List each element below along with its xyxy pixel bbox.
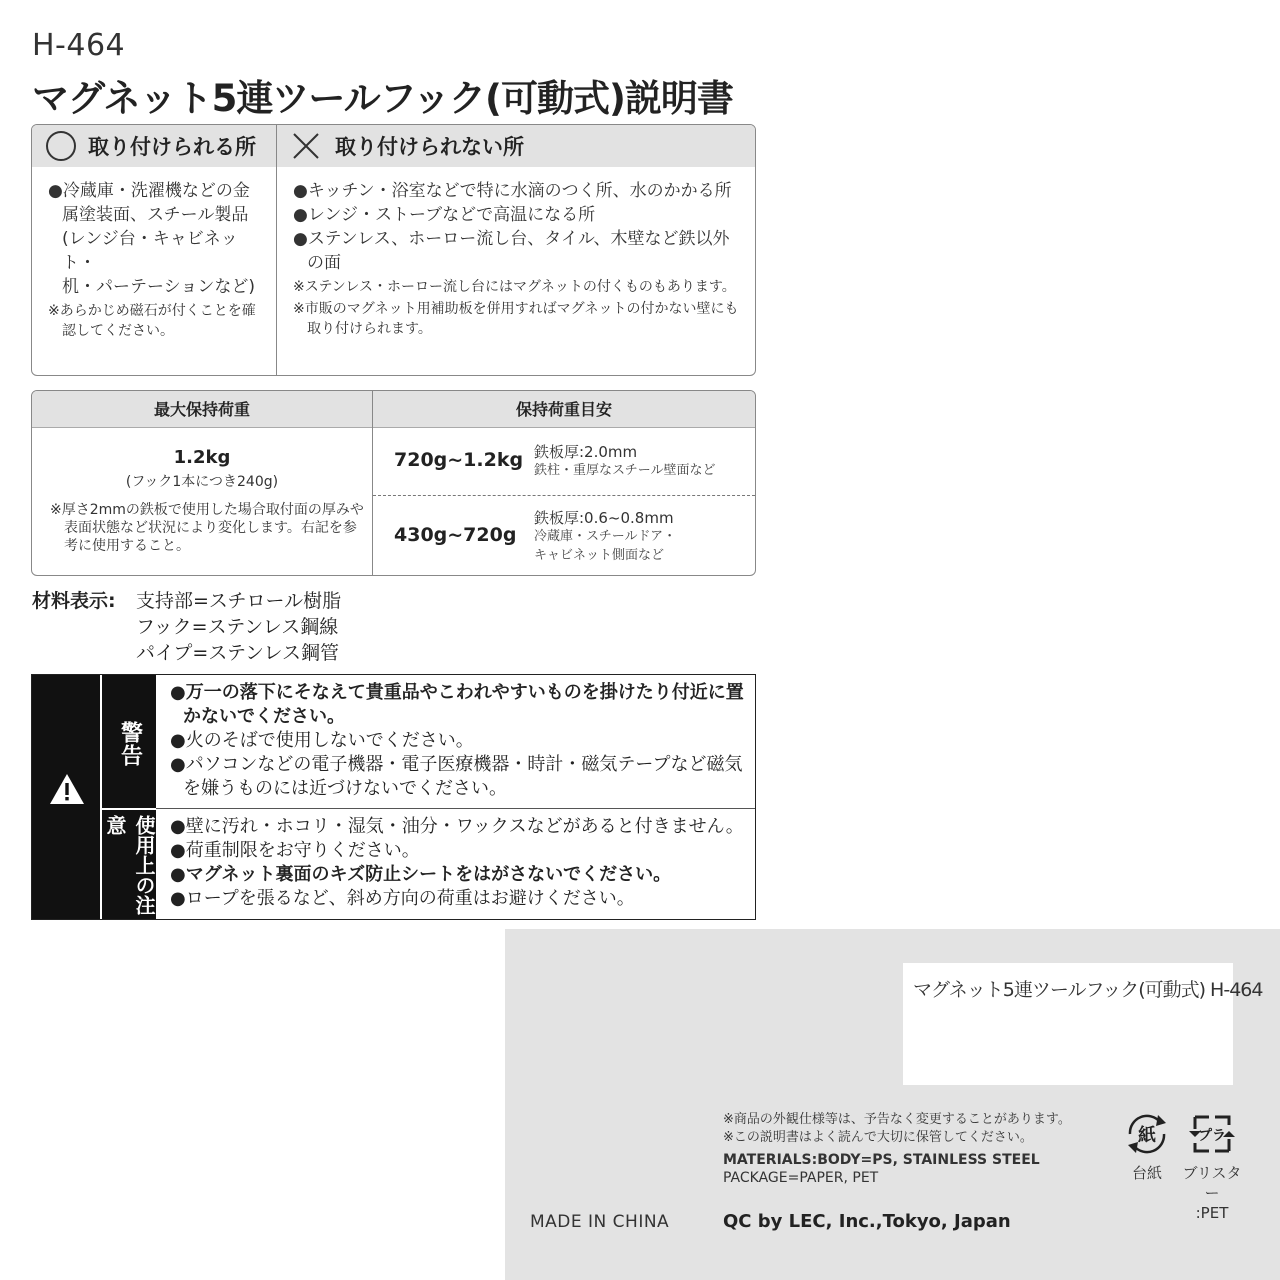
not-mountable-item: ●ステンレス、ホーロー流し台、タイル、木壁など鉄以外の面	[293, 229, 730, 273]
caution-label: 使用上の注意	[103, 815, 156, 915]
not-mountable-body	[277, 167, 755, 339]
caution-item: ●荷重制限をお守りください。	[170, 840, 420, 861]
caution-list	[170, 815, 745, 911]
product-code: H-464	[32, 28, 126, 63]
plastic-mark-text: プラ	[1198, 1128, 1226, 1144]
paper-recycle-mark	[1117, 1109, 1177, 1183]
not-mountable-title: 取り付けられない所	[335, 135, 524, 159]
package-materials	[723, 1151, 1040, 1187]
circle-ok-icon	[46, 131, 76, 161]
warning-separator	[156, 808, 755, 809]
not-mountable-note: ※市販のマグネット用補助板を併用すればマグネットの付かない壁にも取り付けられます。	[293, 301, 739, 337]
not-mountable-note: ※ステンレス・ホーロー流し台にはマグネットの付くものもあります。	[293, 279, 736, 295]
load-example: 冷蔵庫・スチールドア・	[534, 529, 677, 544]
not-mountable-column	[277, 125, 755, 375]
mount-location-table	[31, 124, 756, 376]
mountable-line: (レンジ台・キャビネット・	[62, 229, 238, 273]
plate-thickness: 鉄板厚:0.6~0.8mm	[534, 509, 674, 527]
warning-label: 警告	[117, 721, 143, 767]
paper-mark-text: 紙	[1138, 1125, 1156, 1146]
load-range: 720g~1.2kg	[394, 449, 524, 471]
load-example: 鉄柱・重厚なスチール壁面など	[534, 463, 716, 478]
column-divider	[372, 391, 373, 575]
mountable-note: ※あらかじめ磁石が付くことを確認してください。	[48, 303, 256, 339]
caution-item: ●マグネット裏面のキズ防止シートをはがさないでください。	[170, 864, 672, 885]
load-guide-header: 保持荷重目安	[515, 400, 612, 419]
product-label	[903, 963, 1263, 1085]
mountable-header	[32, 125, 276, 167]
package-line: PACKAGE=PAPER, PET	[723, 1170, 879, 1186]
plate-thickness: 鉄板厚:2.0mm	[534, 443, 638, 461]
not-mountable-item: ●キッチン・浴室などで特に水滴のつく所、水のかかる所	[293, 181, 732, 201]
warning-list	[170, 681, 745, 801]
label-separator	[102, 808, 156, 810]
plastic-recycle-icon	[1185, 1109, 1239, 1159]
not-mountable-header	[277, 125, 755, 167]
warning-item: ●万一の落下にそなえて貴重品やこわれやすいものを掛けたり付近に置かないでください。	[170, 682, 744, 727]
warning-item: ●火のそばで使用しないでください。	[170, 730, 474, 751]
not-mountable-item: ●レンジ・ストーブなどで高温になる所	[293, 205, 596, 225]
warning-box	[31, 674, 756, 920]
warning-item: ●パソコンなどの電子機器・電子医療機器・時計・磁気テープなど磁気を嫌うものには近づけないでください。	[170, 754, 743, 799]
load-header-row	[32, 391, 755, 428]
warning-triangle-icon	[48, 772, 86, 806]
warning-label-bar	[100, 675, 156, 919]
max-load-note: ※厚さ2mmの鉄板で使用した場合取付面の厚みや表面状態など状況により変化します。右記を参考に使用すること。	[50, 502, 364, 554]
material-line: フック=ステンレス鋼線	[136, 616, 339, 638]
qc-text: QC by LEC, Inc.,Tokyo, Japan	[723, 1211, 1011, 1232]
page-title: マグネット5連ツールフック(可動式)説明書	[32, 77, 733, 120]
mountable-column	[32, 125, 277, 375]
mountable-line: 属塗装面、スチール製品	[62, 205, 249, 225]
package-back-panel	[505, 929, 1280, 1280]
load-example: キャビネット側面など	[534, 548, 665, 563]
max-load-per-hook: (フック1本につき240g)	[125, 474, 279, 490]
plastic-recycle-sublabel: :PET	[1195, 1204, 1229, 1222]
dashed-divider	[373, 495, 755, 496]
max-load-value: 1.2kg	[173, 447, 231, 468]
material-line: 支持部=スチロール樹脂	[136, 590, 342, 612]
package-notes	[723, 1111, 1071, 1147]
max-load-header: 最大保持荷重	[153, 400, 250, 419]
plastic-recycle-label: ブリスター	[1182, 1164, 1242, 1202]
warning-symbol-bar	[32, 675, 100, 919]
paper-recycle-icon	[1122, 1109, 1172, 1159]
plastic-recycle-mark	[1177, 1109, 1247, 1223]
mountable-line: ●冷蔵庫・洗濯機などの金	[48, 181, 250, 201]
package-note: ※商品の外観仕様等は、予告なく変更することがあります。	[723, 1112, 1071, 1127]
caution-item: ●壁に汚れ・ホコリ・湿気・油分・ワックスなどがあると付きません。	[170, 816, 744, 837]
materials-line: MATERIALS:BODY=PS, STAINLESS STEEL	[723, 1152, 1040, 1168]
package-note: ※この説明書はよく読んで大切に保管してください。	[723, 1130, 1033, 1145]
cross-ng-icon	[291, 131, 321, 161]
product-label-text: マグネット5連ツールフック(可動式) H-464	[913, 979, 1263, 1001]
material-line: パイプ=ステンレス鋼管	[136, 642, 339, 664]
mountable-title: 取り付けられる所	[88, 135, 256, 159]
mountable-body	[32, 167, 276, 341]
caution-item: ●ロープを張るなど、斜め方向の荷重はお避けください。	[170, 888, 635, 909]
made-in-text: MADE IN CHINA	[530, 1212, 670, 1232]
materials-label: 材料表示:	[32, 590, 116, 612]
load-table	[31, 390, 756, 576]
paper-recycle-label: 台紙	[1131, 1164, 1162, 1182]
mountable-line: 机・パーテーションなど)	[62, 277, 255, 297]
load-range: 430g~720g	[394, 524, 517, 546]
